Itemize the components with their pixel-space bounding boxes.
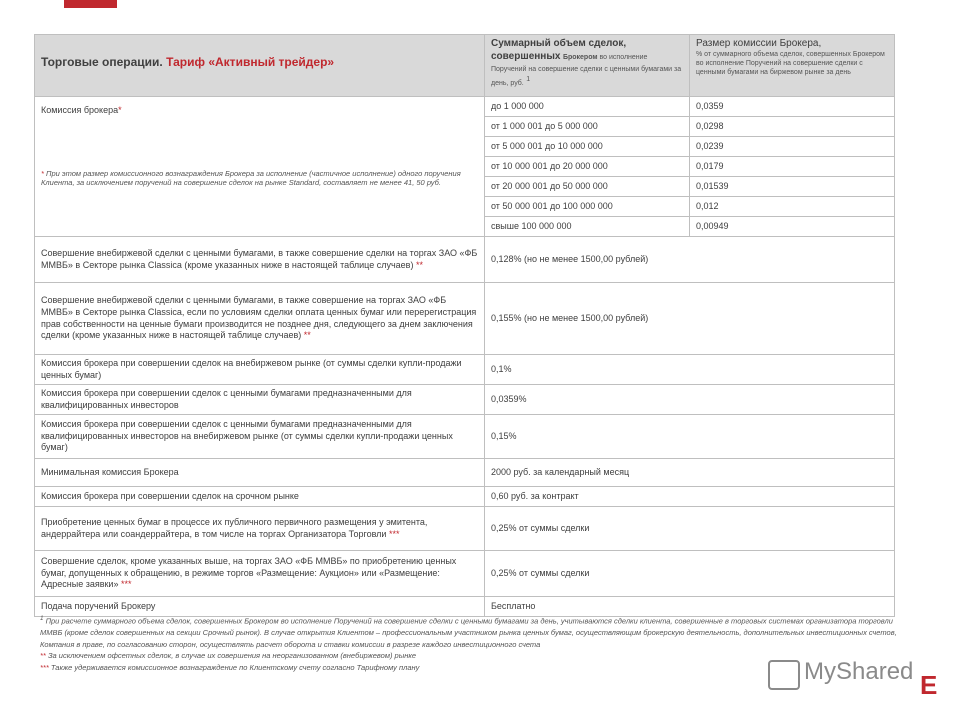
- myshared-logo: MyShared E: [768, 656, 948, 696]
- tier-range: от 1 000 001 до 5 000 000: [485, 117, 690, 137]
- table-row: [35, 551, 895, 597]
- commission-column-header: Размер комиссии Брокера, % от суммарного объема сделок, совершенных Брокером во исполнение Поручений на совершение сделки с ценными бумагами на биржевом рынке за день: [690, 35, 895, 97]
- tier-rate: 0,0239: [690, 137, 895, 157]
- row-label: Подача поручений Брокеру: [35, 597, 485, 617]
- tier-range: до 1 000 000: [485, 97, 690, 117]
- table-row: [35, 283, 895, 355]
- table-row: [35, 459, 895, 487]
- tier-range: от 50 000 001 до 100 000 000: [485, 197, 690, 217]
- logo-screen-icon: [768, 660, 800, 690]
- row-value: 0,155% (но не менее 1500,00 рублей): [485, 283, 895, 355]
- table-row: [35, 507, 895, 551]
- row-label: Комиссия брокера при совершении сделок на срочном рынке: [35, 487, 485, 507]
- row-label: Приобретение ценных бумаг в процессе их публичного первичного размещения у эмитента, андеррайтера или соандеррайтера, в том числе на торгах Организатора Торговли ***: [35, 507, 485, 551]
- footnote-1: $^1$ При расчете суммарного объема сделок, совершенных Брокером во исполнение Поручений на совершение сделки с ценными бумагами за день, учитываются сделки клиента, совершенные в торговых системах организатора торговли ММВБ (кроме сделок совершенных на секции Срочный рынок). В случае открытия Клиентом – профессиональным участником рынка ценных бумаг, осуществляющим брокерскую деятельность, дополнительных инвестиционных счетов, Компания в праве, по согласованию сторон, осуществлять расчет оборота и ставки комиссии в разрезе каждого инвестиционного счета: [40, 615, 897, 649]
- tier-rate: 0,012: [690, 197, 895, 217]
- row-label: Совершение сделок, кроме указанных выше, на торгах ЗАО «ФБ ММВБ» по приобретению ценных бумаг, допущенных к обращению, в режиме торгов «Размещение: Аукцион» или «Размещение: Адресные заявки» ***: [35, 551, 485, 597]
- row-label: Совершение внебиржевой сделки с ценными бумагами, в также совершение сделки на торгах ЗАО «ФБ ММВБ» в Секторе рынка Classica (кроме указанных ниже в настоящей таблице случаев) **: [35, 237, 485, 283]
- top-accent-bar: [64, 0, 117, 8]
- row-value: 0,25% от суммы сделки: [485, 551, 895, 597]
- row-label: Совершение внебиржевой сделки с ценными бумагами, в также совершение на торгах ЗАО «ФБ ММВБ» в Секторе рынка Classica, если по условиям сделки оплата ценных бумаг или перерегистрация прав собственности на ценные бумаги производится не позднее дня, следующего за днем заключения сделки (кроме указанных ниже в настоящей таблице случаев) **: [35, 283, 485, 355]
- tier-range: свыше 100 000 000: [485, 217, 690, 237]
- row-label: Комиссия брокера при совершении сделок с ценными бумагами предназначенными для квалифицированных инвесторов: [35, 385, 485, 415]
- tariff-table: [34, 34, 895, 617]
- tier-range: от 5 000 001 до 10 000 000: [485, 137, 690, 157]
- table-row: [35, 487, 895, 507]
- volume-column-header: Суммарный объем сделок, совершенных Брокером во исполнение Поручений на совершение сделки с ценными бумагами за день, руб. $^1$: [485, 35, 690, 97]
- row-value: 0,25% от суммы сделки: [485, 507, 895, 551]
- table-title: Торговые операции. Тариф «Активный трейдер»: [35, 35, 485, 97]
- row-label: Комиссия брокера при совершении сделок на внебиржевом рынке (от суммы сделки купли-продажи ценных бумаг): [35, 355, 485, 385]
- tier-rate: 0,0179: [690, 157, 895, 177]
- table-row: [35, 355, 895, 385]
- row-value: 0,1%: [485, 355, 895, 385]
- footnote-2: ** За исключением офсетных сделок, в случае их совершения на неорганизованном (внебиржевом) рынке: [40, 651, 417, 661]
- tier-range: от 20 000 001 до 50 000 000: [485, 177, 690, 197]
- row-value: 0,60 руб. за контракт: [485, 487, 895, 507]
- row-label: Комиссия брокера при совершении сделок с ценными бумагами предназначенными для квалифицированных инвесторов на внебиржевом рынке (от суммы сделки купли-продажи ценных бумаг): [35, 415, 485, 459]
- tier-rate: 0,0359: [690, 97, 895, 117]
- table-row: [35, 237, 895, 283]
- row-value: 0,15%: [485, 415, 895, 459]
- footnote-3: *** Также удерживается комиссионное вознаграждение по Клиентскому счету согласно Тарифному плану: [40, 663, 420, 672]
- broker-commission-cell: Комиссия брокера* * При этом размер комиссионного вознаграждения Брокера за исполнение (частичное исполнение) одного поручения Клиента, за исключением поручений на совершение сделок на рынке Standard, составляет не менее 41, 50 руб.: [35, 97, 485, 237]
- tier-rate: 0,00949: [690, 217, 895, 237]
- tier-rate: 0,0298: [690, 117, 895, 137]
- row-label: Минимальная комиссия Брокера: [35, 459, 485, 487]
- tier-rate: 0,01539: [690, 177, 895, 197]
- row-value: Бесплатно: [485, 597, 895, 617]
- row-value: 2000 руб. за календарный месяц: [485, 459, 895, 487]
- table-row: [35, 415, 895, 459]
- table-header-row: [35, 35, 895, 97]
- broker-commission-note: * При этом размер комиссионного вознаграждения Брокера за исполнение (частичное исполнение) одного поручения Клиента, за исключением поручений на совершение сделок на рынке Standard, составляет не менее 41, 50 руб.: [41, 168, 461, 188]
- row-value: 0,128% (но не менее 1500,00 рублей): [485, 237, 895, 283]
- table-row: [35, 97, 895, 117]
- tier-range: от 10 000 001 до 20 000 000: [485, 157, 690, 177]
- row-value: 0,0359%: [485, 385, 895, 415]
- table-row: [35, 385, 895, 415]
